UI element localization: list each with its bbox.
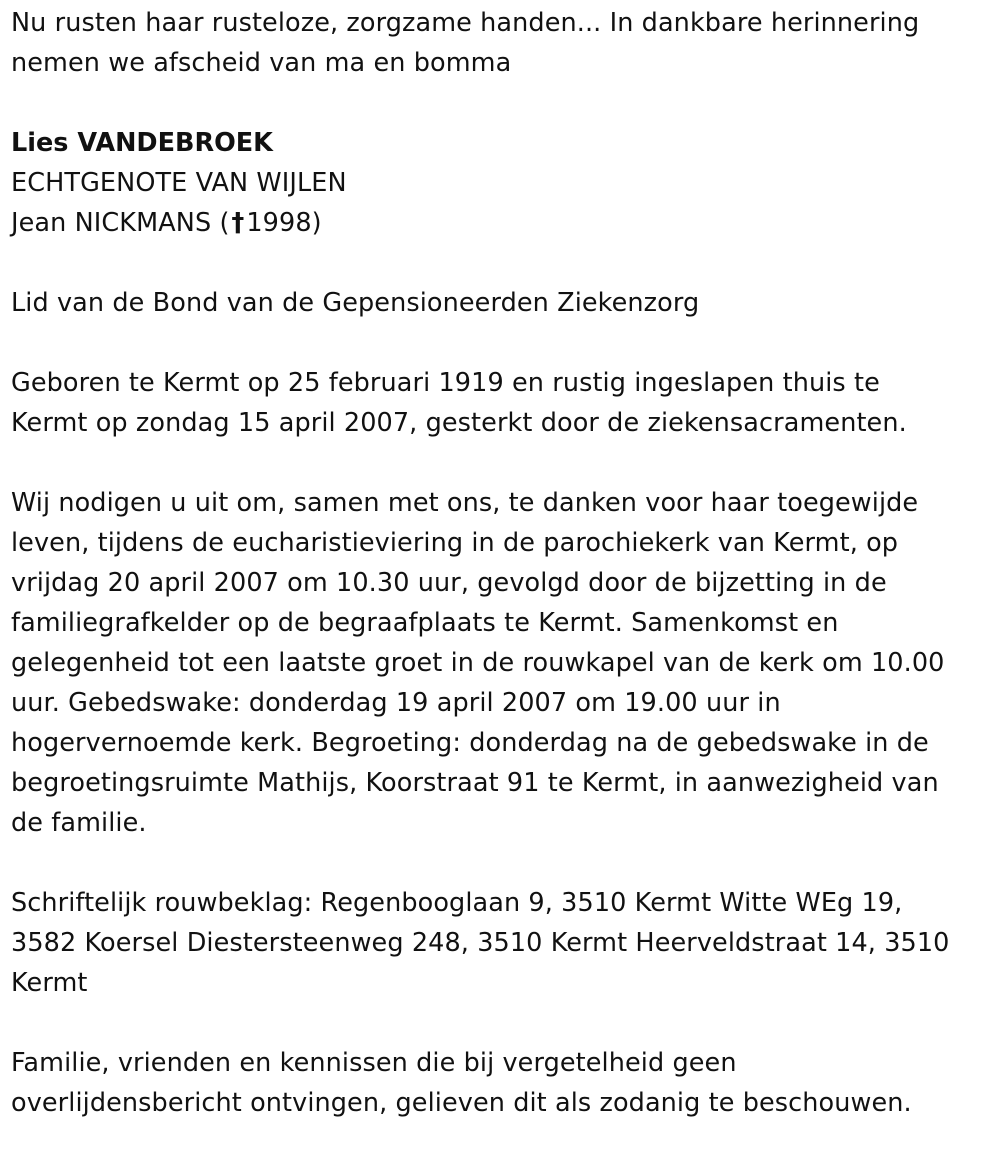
obituary-document [11,3,986,1123]
ceremony-line: leven, tijdens de eucharistieviering in de parochiekerk van Kermt, op [11,528,899,558]
spouse-death-year: 1998) [246,208,322,238]
relation-label: ECHTGENOTE VAN WIJLEN [11,168,347,198]
intro-line: Nu rusten haar rusteloze, zorgzame handen... In dankbare herinnering [11,8,920,38]
spouse-line [11,203,986,243]
birth-death-paragraph [11,363,986,443]
condolences-line: 3582 Koersel Diestersteenweg 248, 3510 Kermt Heerveldstraat 14, 3510 [11,928,950,958]
ceremony-line: gelegenheid tot een laatste groet in de rouwkapel van de kerk om 10.00 [11,648,945,678]
condolences-paragraph [11,883,986,1003]
intro-line: nemen we afscheid van ma en bomma [11,48,512,78]
ceremony-line: Wij nodigen u uit om, samen met ons, te danken voor haar toegewijde [11,488,919,518]
condolences-line: Kermt [11,968,88,998]
paragraph-spacer [11,443,986,483]
membership-line: Lid van de Bond van de Gepensioneerden Ziekenzorg [11,288,700,318]
birth-death-line: Kermt op zondag 15 april 2007, gesterkt door de ziekensacramenten. [11,408,907,438]
birth-death-line: Geboren te Kermt op 25 februari 1919 en rustig ingeslapen thuis te [11,368,880,398]
ceremony-line: begroetingsruimte Mathijs, Koorstraat 91 te Kermt, in aanwezigheid van [11,768,939,798]
cross-icon: † [231,208,245,238]
spouse-name: Jean NICKMANS ( [11,208,230,238]
notice-paragraph [11,1043,986,1123]
ceremony-line: de familie. [11,808,147,838]
ceremony-paragraph [11,483,986,843]
paragraph-spacer [11,1003,986,1043]
ceremony-line: uur. Gebedswake: donderdag 19 april 2007 om 19.00 uur in [11,688,781,718]
intro-paragraph [11,3,986,83]
notice-line: overlijdensbericht ontvingen, gelieven dit als zodanig te beschouwen. [11,1088,912,1118]
paragraph-spacer [11,843,986,883]
condolences-line: Schriftelijk rouwbeklag: Regenbooglaan 9, 3510 Kermt Witte WEg 19, [11,888,903,918]
paragraph-spacer [11,243,986,283]
membership-paragraph [11,283,986,323]
ceremony-line: familiegrafkelder op de begraafplaats te Kermt. Samenkomst en [11,608,839,638]
deceased-block [11,123,986,243]
ceremony-line: hogervernoemde kerk. Begroeting: donderdag na de gebedswake in de [11,728,929,758]
paragraph-spacer [11,83,986,123]
ceremony-line: vrijdag 20 april 2007 om 10.30 uur, gevolgd door de bijzetting in de [11,568,887,598]
notice-line: Familie, vrienden en kennissen die bij vergetelheid geen [11,1048,737,1078]
deceased-name: Lies VANDEBROEK [11,128,273,158]
paragraph-spacer [11,323,986,363]
